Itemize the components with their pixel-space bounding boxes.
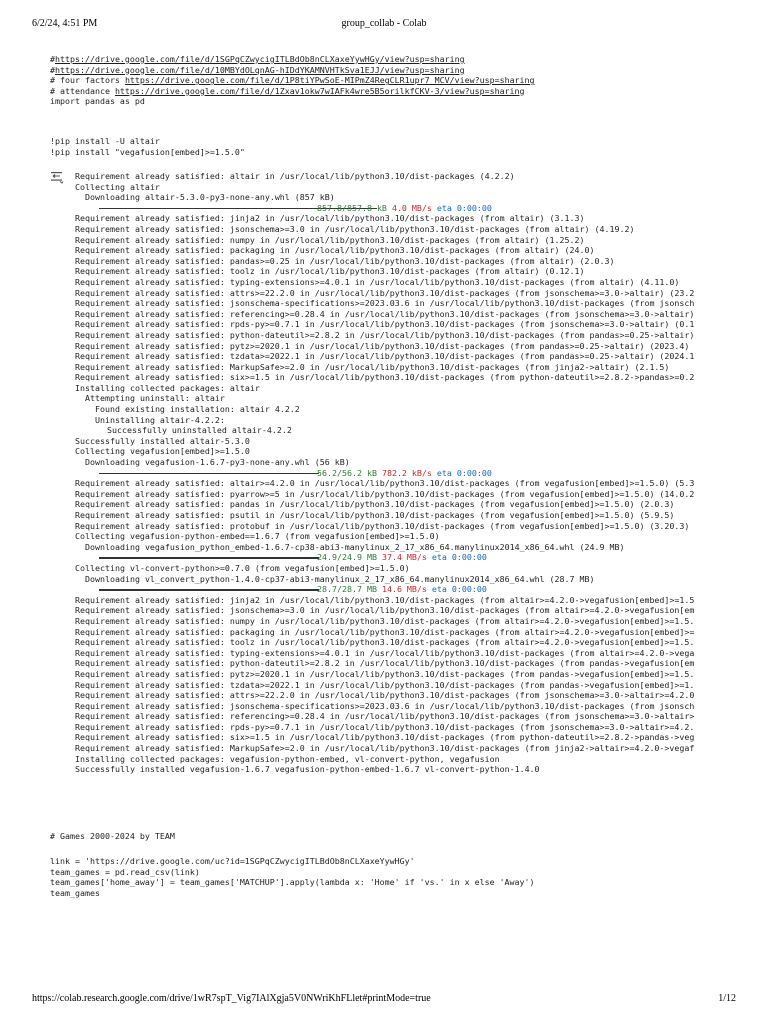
code-line: team_games['home_away'] = team_games['MATCHUP'].apply(lambda x: 'Home' if 'vs.' in x else 'Away') xyxy=(50,877,535,888)
code-line xyxy=(50,96,535,107)
progress-bar xyxy=(99,473,319,475)
code-line: link = 'https://drive.google.com/uc?id=1SGPqCZwycigITLBdOb8nCLXaxeYywHGy' xyxy=(50,856,415,866)
progress-values xyxy=(317,584,487,595)
progress-speed: 782.2 kB/s xyxy=(381,467,432,478)
progress-eta: eta 0:00:00 xyxy=(436,202,492,213)
output-line: Downloading vegafusion-1.6.7-py3-none-any.whl (56 kB) xyxy=(85,457,350,468)
code-cell-load-team-games[interactable] xyxy=(50,856,535,898)
output-line: Requirement already satisfied: referencing>=0.28.4 in /usr/local/lib/python3.10/dist-packages (from jsonschema>=3.0->altair) xyxy=(75,308,695,319)
output-line: Requirement already satisfied: jsonschema-specifications>=2023.03.6 in /usr/local/lib/python3.10/dist-packages (from jsonsch xyxy=(75,700,695,711)
cell-output xyxy=(75,171,694,775)
output-line: Requirement already satisfied: typing-extensions>=4.0.1 in /usr/local/lib/python3.10/dist-packages (from altair) (4.11.0) xyxy=(75,276,680,287)
progress-size: 56.2/56.2 kB xyxy=(317,467,377,478)
output-collapse-icon[interactable] xyxy=(50,170,64,184)
code-cell-links[interactable] xyxy=(50,54,535,107)
code-text: # xyxy=(50,64,55,75)
output-line: Collecting vegafusion[embed]>=1.5.0 xyxy=(75,446,250,457)
progress-line xyxy=(75,468,694,479)
progress-values xyxy=(317,468,492,479)
output-line: Successfully uninstalled altair-4.2.2 xyxy=(107,425,292,436)
output-line: Requirement already satisfied: six>=1.5 in /usr/local/lib/python3.10/dist-packages (from python-dateutil>=2.8.2->pandas>=0.2 xyxy=(75,372,695,383)
progress-values xyxy=(317,203,492,214)
progress-line xyxy=(75,552,694,563)
output-line: Uninstalling altair-4.2.2: xyxy=(95,414,225,425)
progress-line xyxy=(75,584,694,595)
output-line: Requirement already satisfied: jsonschema-specifications>=2023.03.6 in /usr/local/lib/python3.10/dist-packages (from jsonsch xyxy=(75,298,695,309)
code-text: # four factors xyxy=(50,75,125,86)
output-line: Requirement already satisfied: toolz in /usr/local/lib/python3.10/dist-packages (from altair) (0.12.1) xyxy=(75,266,585,277)
code-line: !pip install "vegafusion[embed]>=1.5.0" xyxy=(50,146,245,157)
code-line: team_games xyxy=(50,887,100,898)
progress-speed: 37.4 MB/s xyxy=(381,552,427,563)
output-line: Successfully installed vegafusion-1.6.7 vegafusion-python-embed-1.6.7 vl-convert-python-1.4.0 xyxy=(75,764,540,775)
output-line: Requirement already satisfied: six>=1.5 in /usr/local/lib/python3.10/dist-packages (from python-dateutil>=2.8.2->pandas->veg xyxy=(75,732,695,743)
code-line xyxy=(50,65,535,76)
output-line: Requirement already satisfied: python-dateutil>=2.8.2 in /usr/local/lib/python3.10/dist-packages (from pandas->vegafusion[em xyxy=(75,658,695,669)
output-line: Requirement already satisfied: tzdata>=2022.1 in /usr/local/lib/python3.10/dist-packages (from pandas->vegafusion[embed]>=1. xyxy=(75,679,695,690)
progress-size: 24.9/24.9 MB xyxy=(317,552,377,563)
output-line: Installing collected packages: vegafusion-python-embed, vl-convert-python, vegafusion xyxy=(75,753,500,764)
output-line: Requirement already satisfied: altair>=4.2.0 in /usr/local/lib/python3.10/dist-packages (from vegafusion[embed]>=1.5.0) (5.3 xyxy=(75,478,695,489)
progress-values xyxy=(317,552,487,563)
output-line: Installing collected packages: altair xyxy=(75,382,260,393)
drive-link[interactable]: https://drive.google.com/file/d/1P8tiYPwSoE-MIPmZ4RegCLR1upr7_MCV/view?usp=sharing xyxy=(124,75,535,86)
output-line: Requirement already satisfied: MarkupSafe>=2.0 in /usr/local/lib/python3.10/dist-packages (from jinja2->altair) (2.1.5) xyxy=(75,361,670,372)
progress-eta: eta 0:00:00 xyxy=(431,552,487,563)
output-line: Requirement already satisfied: attrs>=22.2.0 in /usr/local/lib/python3.10/dist-packages (from jsonschema>=3.0->altair>=4.2.0 xyxy=(75,690,695,701)
output-line: Successfully installed altair-5.3.0 xyxy=(75,435,250,446)
code-line xyxy=(50,54,535,65)
output-line: Collecting vegafusion-python-embed==1.6.7 (from vegafusion[embed]>=1.5.0) xyxy=(75,531,440,542)
output-line: Attempting uninstall: altair xyxy=(85,393,225,404)
code-line: !pip install -U altair xyxy=(50,136,160,146)
output-line: Requirement already satisfied: attrs>=22.2.0 in /usr/local/lib/python3.10/dist-packages (from jsonschema>=3.0->altair) (23.2 xyxy=(75,287,695,298)
output-line: Requirement already satisfied: jinja2 in /usr/local/lib/python3.10/dist-packages (from altair) (3.1.3) xyxy=(75,213,585,224)
output-line: Requirement already satisfied: rpds-py>=0.7.1 in /usr/local/lib/python3.10/dist-packages (from jsonschema>=3.0->altair>=4.2. xyxy=(75,721,695,732)
output-line: Downloading vl_convert_python-1.4.0-cp37-abi3-manylinux_2_17_x86_64.manylinux2014_x86_64.whl (28.7 MB) xyxy=(85,573,595,584)
output-line: Requirement already satisfied: protobuf in /usr/local/lib/python3.10/dist-packages (from vegafusion[embed]>=1.5.0) (3.20.3) xyxy=(75,520,690,531)
output-line: Requirement already satisfied: psutil in /usr/local/lib/python3.10/dist-packages (from vegafusion[embed]>=1.5.0) (5.9.5) xyxy=(75,510,675,520)
print-title: group_collab - Colab xyxy=(341,18,427,29)
progress-bar xyxy=(99,557,319,559)
output-line: Downloading altair-5.3.0-py3-none-any.whl (857 kB) xyxy=(85,192,335,203)
output-line: Requirement already satisfied: packaging in /usr/local/lib/python3.10/dist-packages (from altair) (24.0) xyxy=(75,245,595,256)
output-line: Requirement already satisfied: rpds-py>=0.7.1 in /usr/local/lib/python3.10/dist-packages (from jsonschema>=3.0->altair) (0.1 xyxy=(75,319,695,330)
output-line: Requirement already satisfied: referencing>=0.28.4 in /usr/local/lib/python3.10/dist-packages (from jsonschema>=3.0->altair> xyxy=(75,711,695,722)
output-line: Requirement already satisfied: pytz>=2020.1 in /usr/local/lib/python3.10/dist-packages (from pandas>=0.25->altair) (2023.4) xyxy=(75,340,690,351)
code-line: # Games 2000-2024 by TEAM xyxy=(50,831,175,841)
output-line: Requirement already satisfied: MarkupSafe>=2.0 in /usr/local/lib/python3.10/dist-packages (from jinja2->altair>=4.2.0->vegaf xyxy=(75,743,695,754)
output-line: Collecting altair xyxy=(75,181,160,192)
progress-eta: eta 0:00:00 xyxy=(436,467,492,478)
output-line: Requirement already satisfied: jinja2 in /usr/local/lib/python3.10/dist-packages (from altair>=4.2.0->vegafusion[embed]>=1.5 xyxy=(75,594,695,605)
code-line xyxy=(50,86,535,97)
output-line: Requirement already satisfied: toolz in /usr/local/lib/python3.10/dist-packages (from altair>=4.2.0->vegafusion[embed]>=1.5. xyxy=(75,637,695,648)
code-cell-games-heading[interactable] xyxy=(50,831,175,842)
output-line: Requirement already satisfied: numpy in /usr/local/lib/python3.10/dist-packages (from altair>=4.2.0->vegafusion[embed]>=1.5. xyxy=(75,615,695,626)
progress-size: 28.7/28.7 MB xyxy=(317,584,377,595)
output-line: Collecting vl-convert-python>=0.7.0 (from vegafusion[embed]>=1.5.0) xyxy=(75,562,410,573)
print-datetime: 6/2/24, 4:51 PM xyxy=(32,18,98,29)
code-line: team_games = pd.read_csv(link) xyxy=(50,866,200,877)
print-url: https://colab.research.google.com/drive/1wR7spT_Vig7IAlXgja5V0NWriKhFLlet#printMode=true xyxy=(32,993,431,1004)
output-line: Downloading vegafusion_python_embed-1.6.7-cp38-abi3-manylinux_2_17_x86_64.manylinux2014_x86_64.whl (24.9 MB) xyxy=(85,541,625,552)
progress-speed: 14.6 MB/s xyxy=(381,584,427,595)
progress-eta: eta 0:00:00 xyxy=(431,584,487,595)
output-line: Found existing installation: altair 4.2.2 xyxy=(95,404,300,415)
drive-link[interactable]: https://drive.google.com/file/d/10MBYdOLqnAG-hIDdYKAMNVHTkSva1EJJ/view?usp=sharing xyxy=(55,64,465,75)
output-line: Requirement already satisfied: pytz>=2020.1 in /usr/local/lib/python3.10/dist-packages (from pandas->vegafusion[embed]>=1.5. xyxy=(75,668,695,679)
code-text: # xyxy=(50,54,55,64)
output-line: Requirement already satisfied: jsonschema>=3.0 in /usr/local/lib/python3.10/dist-packages (from altair) (4.19.2) xyxy=(75,223,635,234)
output-line: Requirement already satisfied: jsonschema>=3.0 in /usr/local/lib/python3.10/dist-packages (from altair>=4.2.0->vegafusion[em xyxy=(75,605,695,616)
progress-line xyxy=(75,203,694,214)
drive-link[interactable]: https://drive.google.com/file/d/1SGPqCZwycigITLBdOb8nCLXaxeYywHGy/view?usp=sharing xyxy=(55,54,465,64)
progress-speed: 4.0 MB/s xyxy=(391,202,432,213)
code-line xyxy=(50,75,535,86)
page-number: 1/12 xyxy=(718,993,736,1004)
output-line: Requirement already satisfied: altair in /usr/local/lib/python3.10/dist-packages (4.2.2) xyxy=(75,171,515,181)
output-line: Requirement already satisfied: python-dateutil>=2.8.2 in /usr/local/lib/python3.10/dist-packages (from pandas>=0.25->altair) xyxy=(75,329,695,340)
code-text: import pandas as pd xyxy=(50,96,145,107)
output-line: Requirement already satisfied: pandas in /usr/local/lib/python3.10/dist-packages (from vegafusion[embed]>=1.5.0) (2.0.3) xyxy=(75,499,675,510)
output-line: Requirement already satisfied: pyarrow>=5 in /usr/local/lib/python3.10/dist-packages (from vegafusion[embed]>=1.5.0) (14.0.2 xyxy=(75,488,695,499)
code-text: # attendance xyxy=(50,85,115,96)
output-line: Requirement already satisfied: packaging in /usr/local/lib/python3.10/dist-packages (from altair>=4.2.0->vegafusion[embed]>= xyxy=(75,626,695,637)
output-line: Requirement already satisfied: typing-extensions>=4.0.1 in /usr/local/lib/python3.10/dist-packages (from altair>=4.2.0->vega xyxy=(75,647,695,658)
progress-size: 857.8/857.8 kB xyxy=(317,202,387,213)
output-line: Requirement already satisfied: tzdata>=2022.1 in /usr/local/lib/python3.10/dist-packages (from pandas>=0.25->altair) (2024.1 xyxy=(75,351,695,362)
code-cell-pip-install[interactable] xyxy=(50,136,245,157)
output-line: Requirement already satisfied: pandas>=0.25 in /usr/local/lib/python3.10/dist-packages (from altair) (2.0.3) xyxy=(75,255,615,266)
progress-bar xyxy=(99,589,319,591)
drive-link[interactable]: https://drive.google.com/file/d/1Zxav1okw7wIAFk4wre5B5orilkfCKV-3/view?usp=sharing xyxy=(114,85,525,96)
output-line: Requirement already satisfied: numpy in /usr/local/lib/python3.10/dist-packages (from altair) (1.25.2) xyxy=(75,234,585,245)
